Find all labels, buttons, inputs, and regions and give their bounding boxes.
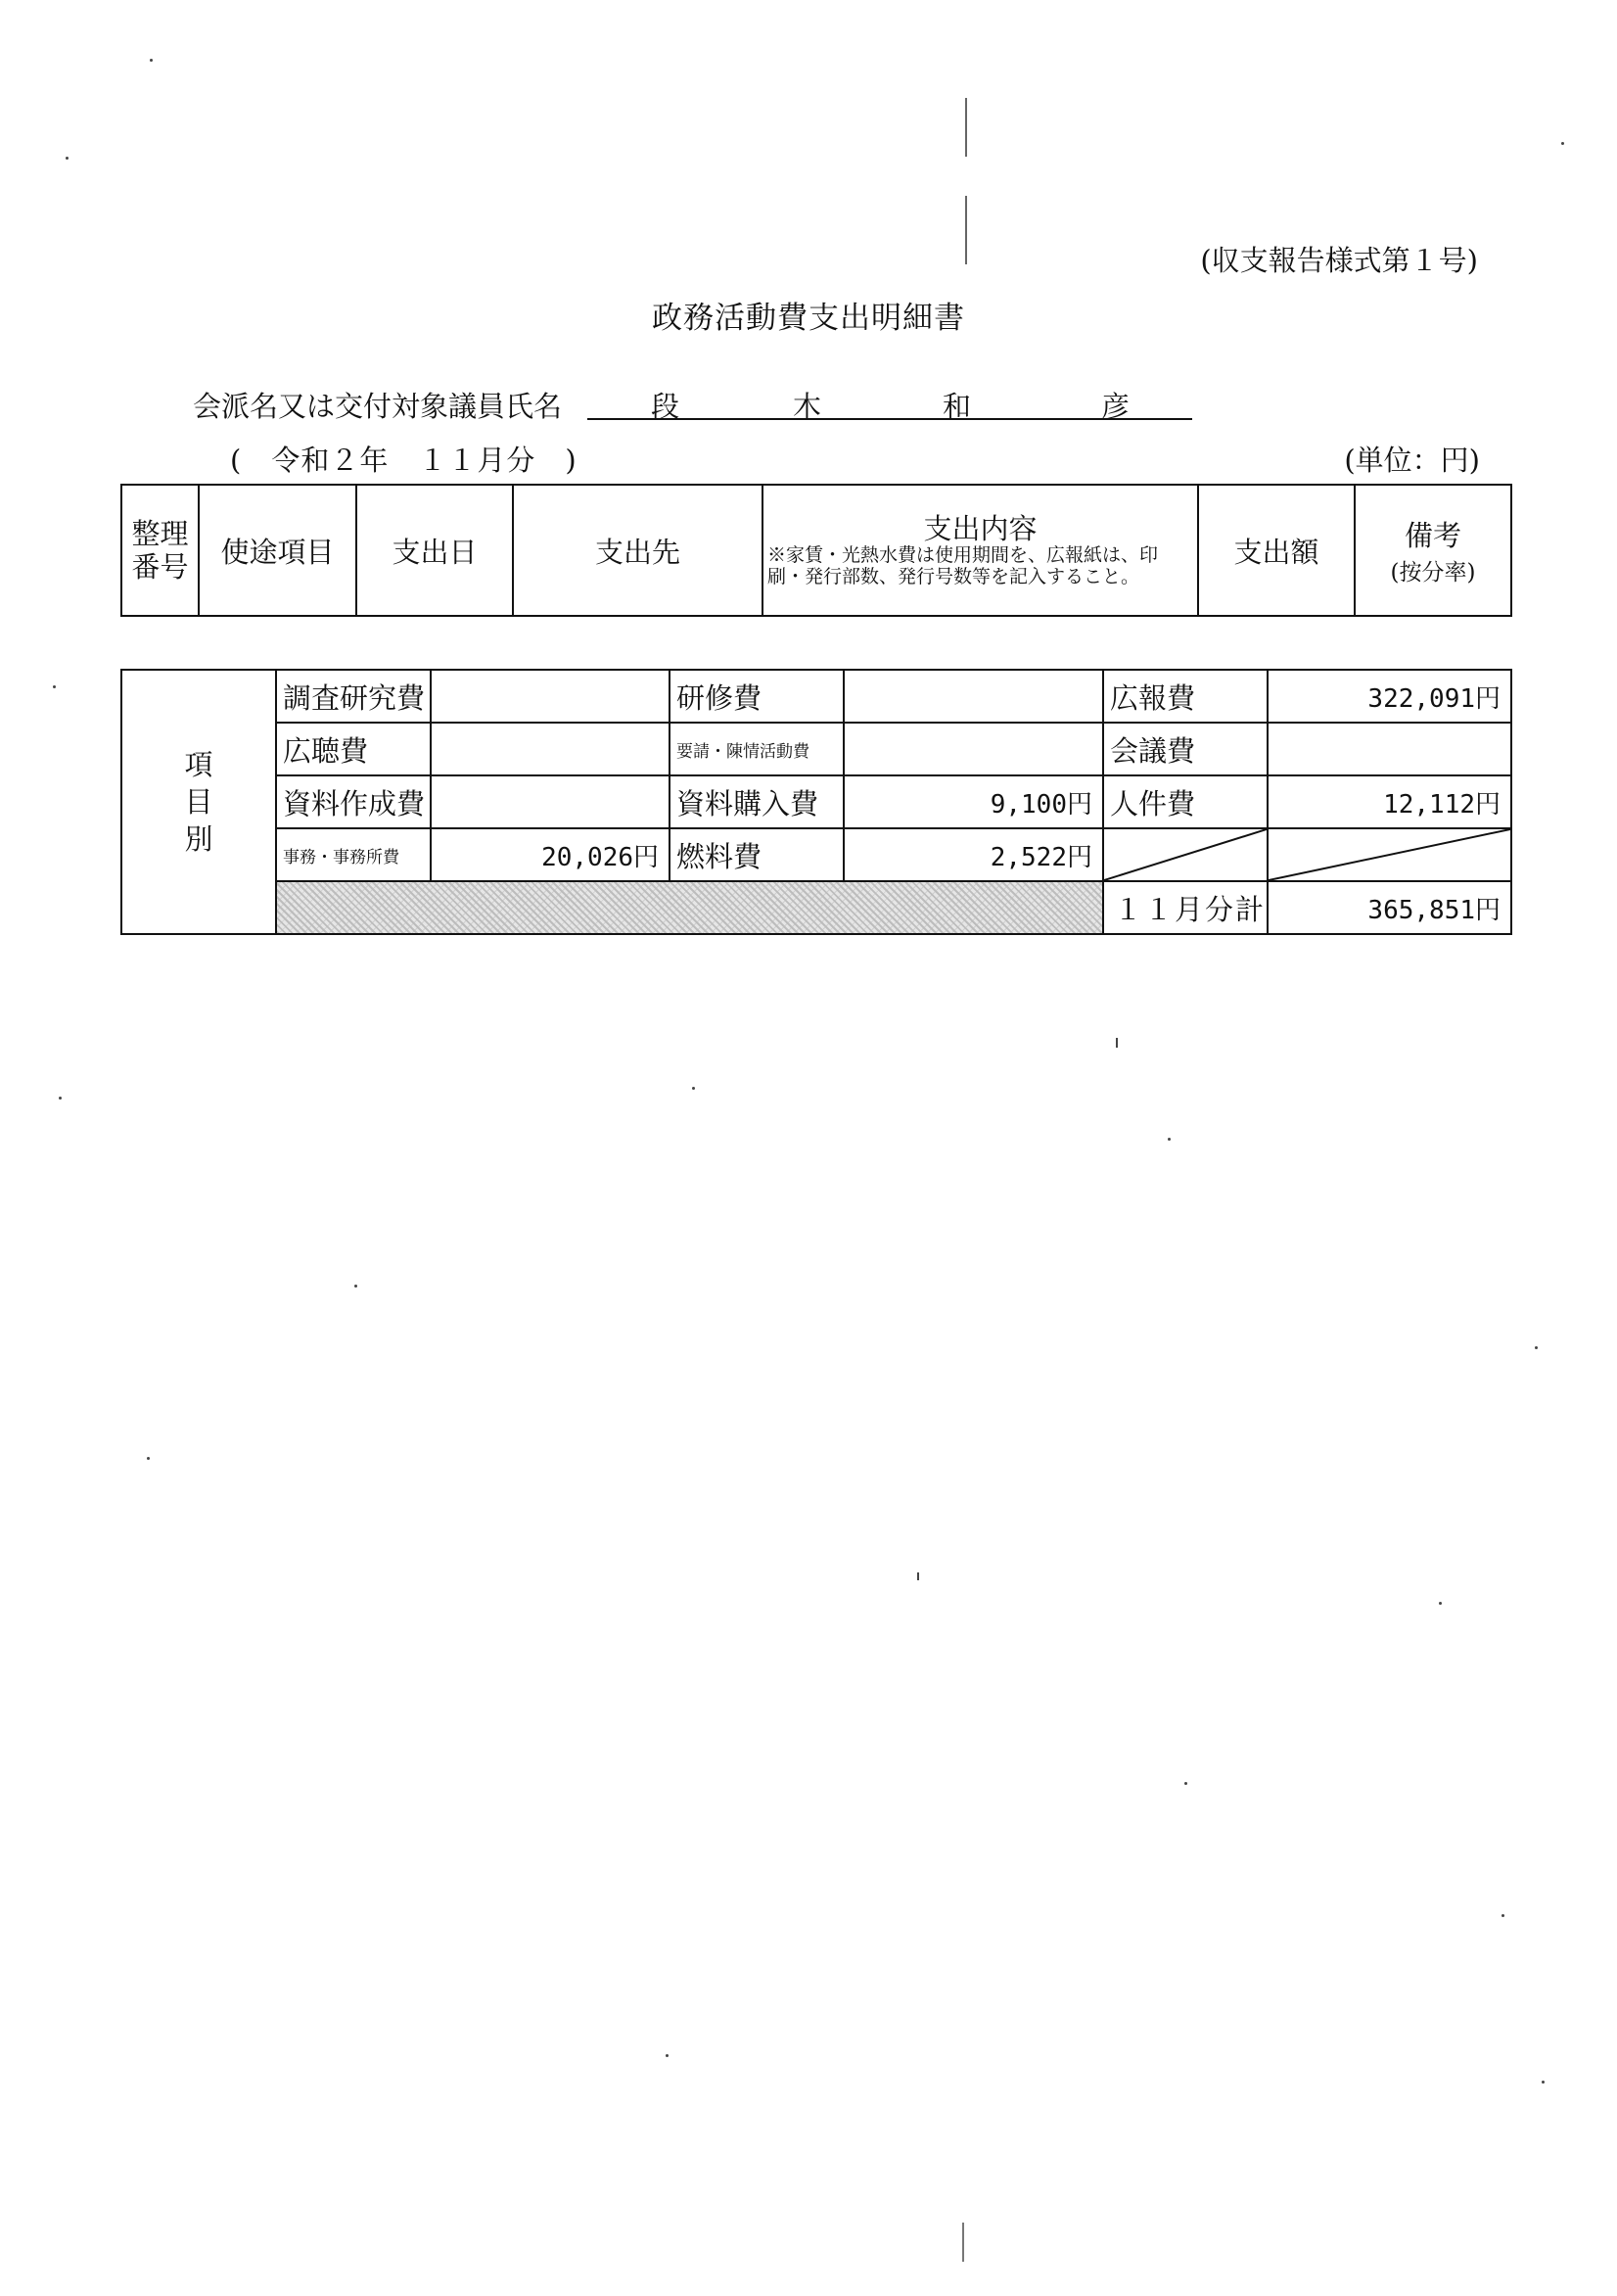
scan-speck xyxy=(1561,142,1564,145)
header-payee: 支出先 xyxy=(513,485,762,616)
category-label: 研修費 xyxy=(670,670,844,723)
category-amount xyxy=(844,670,1103,723)
category-amount xyxy=(1268,723,1511,775)
scan-line xyxy=(965,196,967,264)
category-amount: 20,026円 xyxy=(431,828,670,881)
unit-label: (単位：円) xyxy=(1344,444,1480,477)
document-title: 政務活動費支出明細書 xyxy=(652,301,965,336)
category-label: 資料作成費 xyxy=(276,775,431,828)
scan-speck xyxy=(147,1457,150,1460)
category-amount: 322,091円 xyxy=(1268,670,1511,723)
category-label: 燃料費 xyxy=(670,828,844,881)
category-amount: 12,112円 xyxy=(1268,775,1511,828)
member-name-char: 木 xyxy=(793,390,822,423)
scan-speck xyxy=(66,157,69,160)
header-amount: 支出額 xyxy=(1198,485,1355,616)
category-label: 人件費 xyxy=(1103,775,1268,828)
category-label: 調査研究費 xyxy=(276,670,431,723)
blank-slashed-cell xyxy=(1103,828,1268,881)
side-char: 目 xyxy=(184,785,213,819)
scan-speck xyxy=(692,1087,695,1090)
scan-speck xyxy=(917,1572,919,1580)
category-side-label xyxy=(121,670,276,934)
category-label: 資料購入費 xyxy=(670,775,844,828)
scan-speck xyxy=(59,1097,62,1100)
member-name-char: 段 xyxy=(651,390,680,423)
scan-speck xyxy=(1502,1914,1504,1917)
category-label: 広報費 xyxy=(1103,670,1268,723)
header-remarks-title: 備考 xyxy=(1404,519,1461,552)
category-amount: 2,522円 xyxy=(844,828,1103,881)
expense-header-table xyxy=(120,484,1512,617)
category-amount xyxy=(431,670,670,723)
member-name-char: 彦 xyxy=(1101,390,1131,423)
scan-speck xyxy=(354,1285,357,1288)
category-label: 広聴費 xyxy=(276,723,431,775)
scan-speck xyxy=(1439,1602,1442,1605)
side-char: 項 xyxy=(184,748,213,781)
scan-speck xyxy=(1116,1038,1118,1048)
header-content-title: 支出内容 xyxy=(923,512,1038,545)
scan-speck xyxy=(53,685,56,688)
scan-speck xyxy=(1535,1346,1538,1349)
scan-line xyxy=(962,2223,964,2262)
scan-speck xyxy=(1184,1782,1187,1785)
member-name-char: 和 xyxy=(943,390,972,423)
scan-speck xyxy=(1168,1138,1171,1141)
member-name-label: 会派名又は交付対象議員氏名 xyxy=(193,390,563,423)
header-purpose: 使途項目 xyxy=(199,485,356,616)
category-label: 要請・陳情活動費 xyxy=(670,723,844,775)
category-summary-table xyxy=(120,669,1512,935)
header-content-note: ※家賃・光熱水費は使用期間を、広報紙は、印刷・発行部数、発行号数等を記入すること。 xyxy=(767,544,1159,587)
side-char: 別 xyxy=(184,822,213,856)
header-remarks-sub: (按分率) xyxy=(1390,560,1476,586)
category-label: 事務・事務所費 xyxy=(276,828,431,881)
header-content xyxy=(762,485,1198,616)
category-label: 会議費 xyxy=(1103,723,1268,775)
category-amount xyxy=(431,723,670,775)
blank-slashed-cell xyxy=(1268,828,1511,881)
scan-speck xyxy=(150,59,153,62)
total-amount: 365,851円 xyxy=(1268,881,1511,934)
form-number: (収支報告様式第１号) xyxy=(1200,244,1478,277)
report-period: ( 令和２年 １１月分 ) xyxy=(230,444,578,477)
redacted-area xyxy=(276,881,1103,934)
member-name-field xyxy=(587,385,1192,423)
header-date: 支出日 xyxy=(356,485,513,616)
header-number-line1: 整理 xyxy=(131,517,189,550)
category-amount xyxy=(431,775,670,828)
header-number xyxy=(121,485,199,616)
scan-line xyxy=(965,98,967,157)
scan-speck xyxy=(1542,2081,1545,2084)
total-label: １１月分計 xyxy=(1103,881,1268,934)
scan-speck xyxy=(666,2054,669,2057)
category-amount xyxy=(844,723,1103,775)
category-amount: 9,100円 xyxy=(844,775,1103,828)
header-number-line2: 番号 xyxy=(131,550,189,584)
header-remarks xyxy=(1355,485,1511,616)
